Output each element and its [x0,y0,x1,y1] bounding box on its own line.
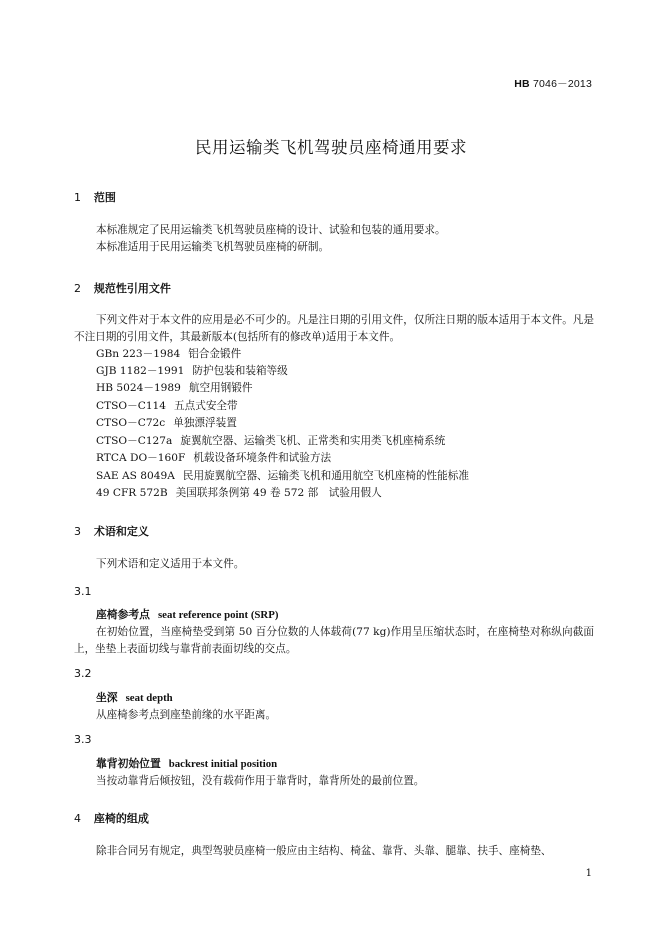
clause-3-1-number: 3.1 [74,585,92,598]
reference-item: GJB 1182－1991 防护包装和装箱等级 [96,365,288,377]
term-3-2-definition: 从座椅参考点到座垫前缘的水平距离。 [96,709,277,721]
section-1-para-1: 本标准规定了民用运输类飞机驾驶员座椅的设计、试验和包装的通用要求。 [96,224,446,236]
section-3-intro: 下列术语和定义适用于本文件。 [96,558,245,570]
page-number: 1 [585,868,592,879]
reference-item: CTSO－C72c 单独漂浮装置 [96,417,237,429]
clause-3-3-number: 3.3 [74,733,92,746]
term-3-1-definition: 在初始位置，当座椅垫受到第 50 百分位数的人体载荷(77 kg)作用呈压缩状态时，在座椅垫对称纵向截面上，坐垫上表面切线与靠背前表面切线的交点。 [74,626,594,655]
section-2-heading: 2 规范性引用文件 [74,282,171,295]
reference-item: GBn 223－1984 铝合金锻件 [96,348,242,360]
reference-item: 49 CFR 572B 美国联邦条例第 49 卷 572 部 试验用假人 [96,487,382,499]
section-3-heading: 3 术语和定义 [74,525,149,538]
reference-item: CTSO－C127a 旋翼航空器、运输类飞机、正常类和实用类飞机座椅系统 [96,435,446,447]
term-3-1: 座椅参考点 seat reference point (SRP) [96,608,279,621]
standard-code: 7046－2013 [532,78,592,90]
term-3-3: 靠背初始位置 backrest initial position [96,757,278,770]
section-2-intro: 下列文件对于本文件的应用是必不可少的。凡是注日期的引用文件，仅所注日期的版本适用于本文件。凡是不注日期的引用文件，其最新版本(包括所有的修改单)适用于本文件。 [74,314,594,343]
term-3-3-definition: 当按动靠背后倾按钮，没有载荷作用于靠背时，靠背所处的最前位置。 [96,775,425,787]
standard-prefix: HB [514,78,530,90]
clause-3-2-number: 3.2 [74,667,92,680]
section-4-para-1: 除非合同另有规定，典型驾驶员座椅一般应由主结构、椅盆、靠背、头靠、腿靠、扶手、座椅垫、 [96,845,552,857]
reference-item: RTCA DO－160F 机载设备环境条件和试验方法 [96,452,332,464]
reference-item: HB 5024－1989 航空用钢锻件 [96,382,253,394]
standard-number [514,76,592,91]
section-1-heading: 1 范围 [74,191,116,204]
section-4-heading: 4 座椅的组成 [74,812,149,825]
section-1-para-2: 本标准适用于民用运输类飞机驾驶员座椅的研制。 [96,241,330,253]
document-title: 民用运输类飞机驾驶员座椅通用要求 [195,138,467,157]
reference-item: SAE AS 8049A 民用旋翼航空器、运输类飞机和通用航空飞机座椅的性能标准 [96,470,469,482]
reference-item: CTSO－C114 五点式安全带 [96,400,238,412]
term-3-2: 坐深 seat depth [96,691,173,704]
